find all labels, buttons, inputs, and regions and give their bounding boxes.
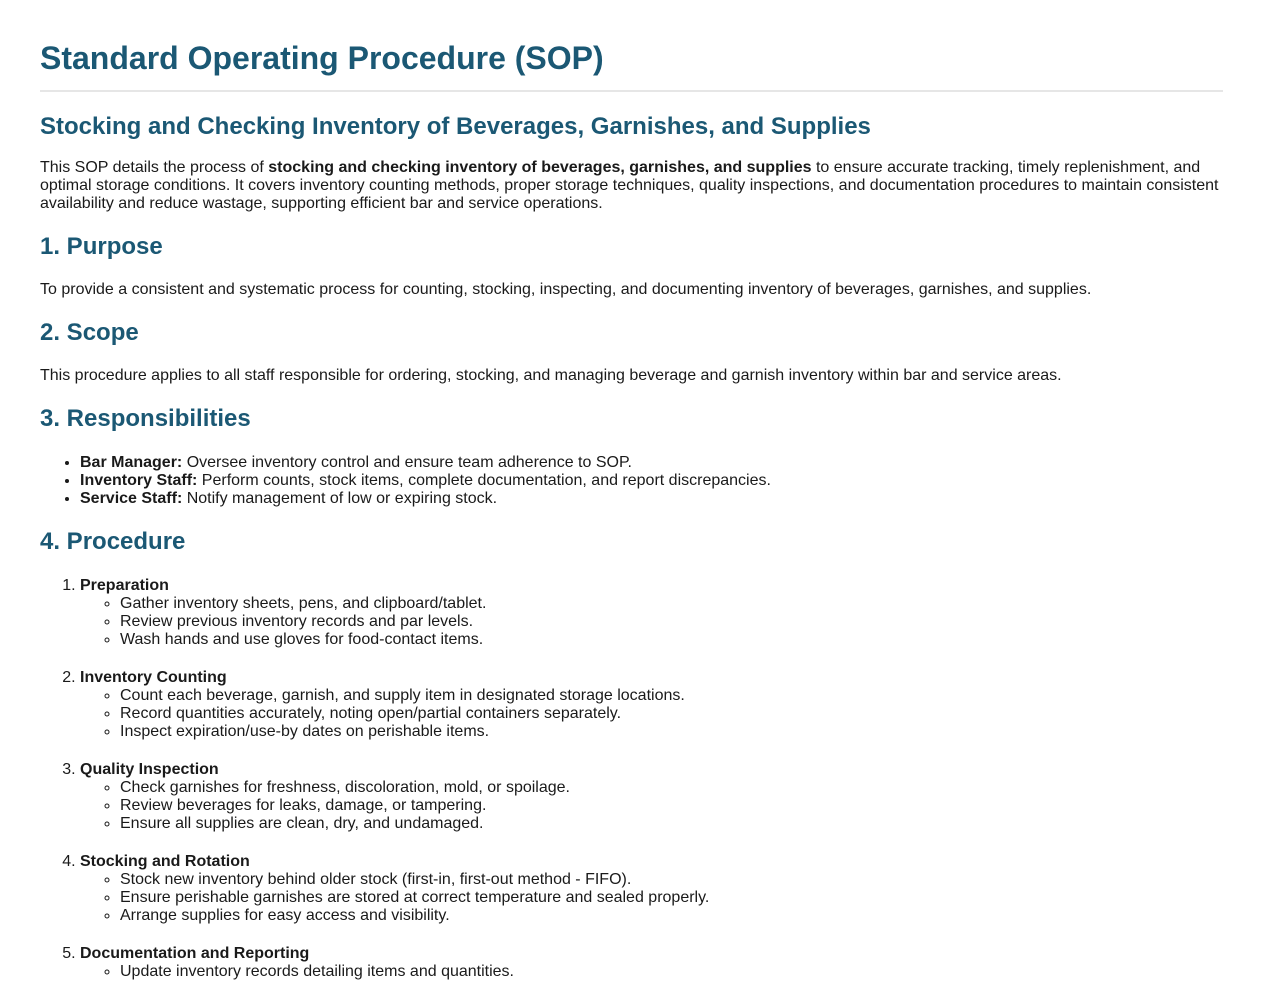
list-item: ◦ Wash hands and use gloves for food-contact items. [120,631,1223,649]
responsibilities-list [40,454,1223,508]
list-item [80,490,1223,508]
procedure-step [80,761,1223,833]
page-title: Standard Operating Procedure (SOP) [40,38,1223,92]
list-item: ◦ Check garnishes for freshness, discoloration, mold, or spoilage. [120,779,1223,797]
procedure-heading: 4. Procedure [40,528,186,555]
step-title: Documentation and Reporting [80,945,310,962]
intro-paragraph [40,159,1223,213]
list-item: ◦ Arrange supplies for easy access and visibility. [120,907,1223,925]
step-items [80,687,1223,741]
step-items [80,871,1223,925]
role-label: Inventory Staff: [80,472,198,489]
step-title: Quality Inspection [80,761,219,778]
role-description: Notify management of low or expiring stock. [182,490,498,507]
list-item: ◦ Gather inventory sheets, pens, and clipboard/tablet. [120,595,1223,613]
purpose-text: To provide a consistent and systematic process for counting, stocking, inspecting, and documenting inventory of beverages, garnishes, and supplies. [40,281,1092,298]
role-label: Service Staff: [80,490,183,507]
page-subtitle: Stocking and Checking Inventory of Beverages, Garnishes, and Supplies [40,113,871,140]
responsibilities-heading: 3. Responsibilities [40,405,251,432]
role-label: Bar Manager: [80,454,183,471]
list-item: ◦ Update inventory records detailing items and quantities. [120,963,1223,981]
procedure-step [80,853,1223,925]
procedure-step [80,945,1223,981]
intro-text-start: This SOP details the process of [40,159,269,176]
list-item: ◦ Ensure perishable garnishes are stored at correct temperature and sealed properly. [120,889,1223,907]
step-items [80,779,1223,833]
scope-text: This procedure applies to all staff responsible for ordering, stocking, and managing beverage and garnish inventory within bar and service areas. [40,367,1062,384]
step-title: Inventory Counting [80,669,227,686]
procedure-steps [40,577,1223,981]
step-items [80,595,1223,649]
list-item: ◦ Review previous inventory records and par levels. [120,613,1223,631]
role-description: Oversee inventory control and ensure team adherence to SOP. [182,454,632,471]
list-item [80,454,1223,472]
step-title: Preparation [80,577,169,594]
step-title: Stocking and Rotation [80,853,250,870]
list-item: ◦ Count each beverage, garnish, and supply item in designated storage locations. [120,687,1223,705]
list-item: ◦ Review beverages for leaks, damage, or tampering. [120,797,1223,815]
list-item [80,472,1223,490]
list-item: ◦ Inspect expiration/use-by dates on perishable items. [120,723,1223,741]
intro-text-end: to ensure accurate tracking, timely replenishment, and optimal storage conditions. It covers inventory counting methods, proper storage techniques, quality inspections, and documentation procedures to maintain consistent availability and reduce wastage, supporting efficient bar and service operations. [40,159,1219,212]
scope-heading: 2. Scope [40,319,139,346]
list-item: ◦ Ensure all supplies are clean, dry, and undamaged. [120,815,1223,833]
list-item: ◦ Stock new inventory behind older stock (first-in, first-out method - FIFO). [120,871,1223,889]
purpose-heading: 1. Purpose [40,233,163,260]
step-items [80,963,1223,981]
procedure-step [80,577,1223,649]
list-item: ◦ Record quantities accurately, noting open/partial containers separately. [120,705,1223,723]
procedure-step [80,669,1223,741]
role-description: Perform counts, stock items, complete documentation, and report discrepancies. [197,472,771,489]
intro-text-bold: stocking and checking inventory of beverages, garnishes, and supplies [268,159,812,176]
